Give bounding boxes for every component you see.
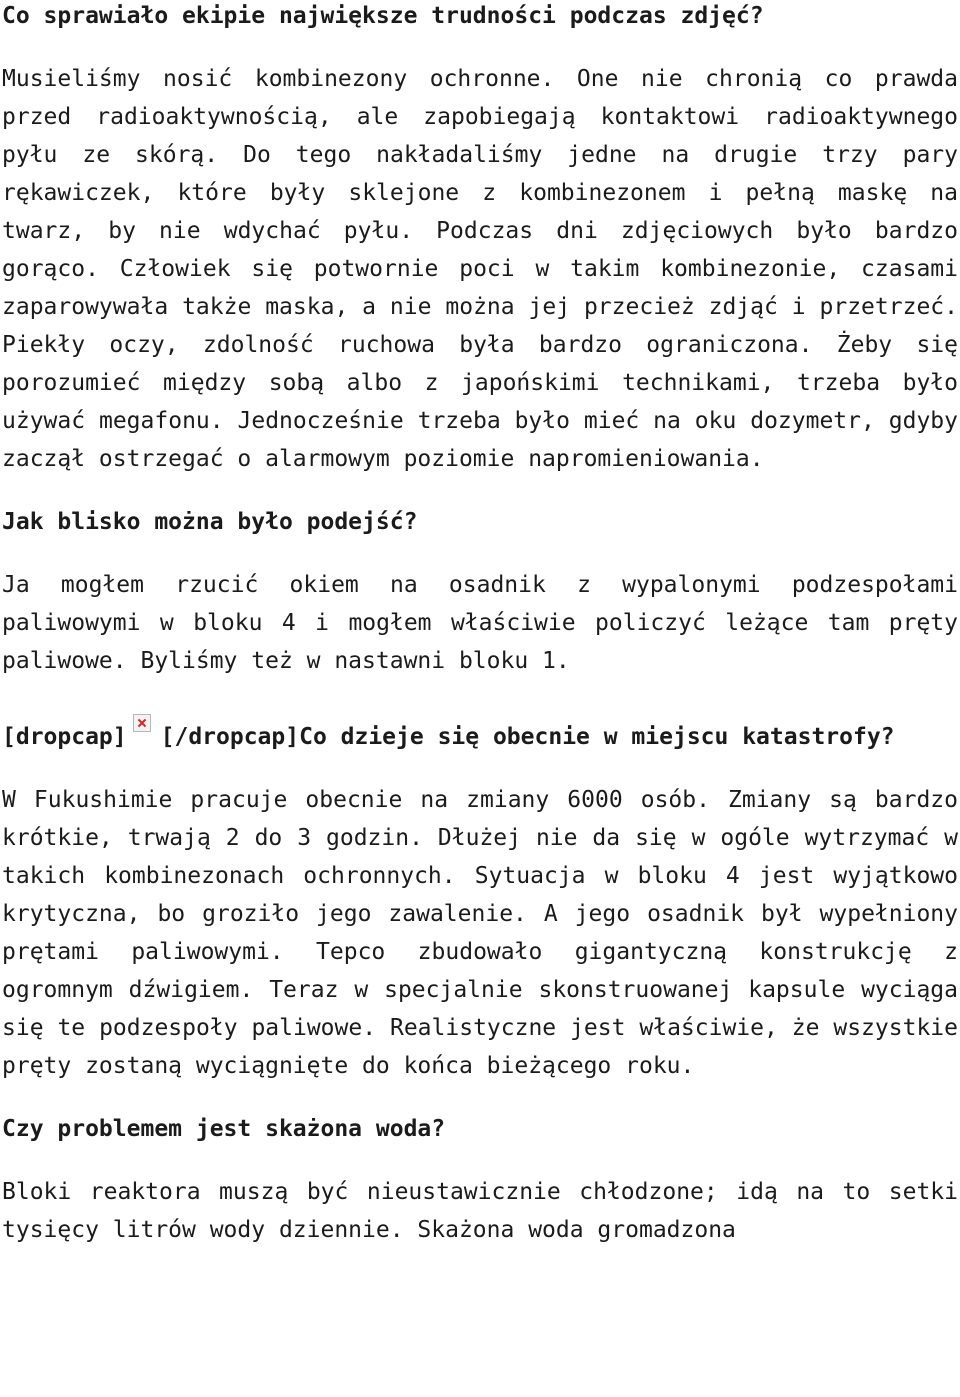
section-heading-difficulties: Co sprawiało ekipie największe trudności podczas zdjęć? bbox=[2, 3, 764, 29]
dropcap-open-tag: [dropcap] bbox=[2, 724, 127, 750]
heading-text: [/dropcap]Co dzieje się obecnie w miejscu katastrofy? bbox=[160, 724, 895, 750]
section-heading-current-situation bbox=[2, 714, 958, 756]
paragraph-how-close: Ja mogłem rzucić okiem na osadnik z wypalonymi podzespołami paliwowymi w bloku 4 i mogłem właściwie policzyć leżące tam pręty paliwowe. Byliśmy też w nastawni bloku 1. bbox=[2, 572, 958, 674]
section-heading-how-close: Jak blisko można było podejść? bbox=[2, 509, 418, 535]
paragraph-contaminated-water: Bloki reaktora muszą być nieustawicznie chłodzone; idą na to setki tysięcy litrów wody dziennie. Skażona woda gromadzona bbox=[2, 1179, 958, 1243]
broken-image-icon bbox=[133, 714, 151, 732]
paragraph-difficulties: Musieliśmy nosić kombinezony ochronne. One nie chronią co prawda przed radioaktywnością, ale zapobiegają kontaktowi radioaktywnego pyłu ze skórą. Do tego nakładaliśmy jedne na drugie trzy pary rękawiczek, które były sklejone z kombinezonem i pełną maskę na twarz, by nie wdychać pyłu. Podczas dni zdjęciowych było bardzo gorąco. Człowiek się potwornie poci w takim kombinezonie, czasami zaparowywała także maska, a nie można jej przecież zdjąć i przetrzeć. Piekły oczy, zdolność ruchowa była bardzo ograniczona. Żeby się porozumieć między sobą albo z japońskimi technikami, trzeba było używać megafonu. Jednocześnie trzeba było mieć na oku dozymetr, gdyby zaczął ostrzegać o alarmowym poziomie napromieniowania. bbox=[2, 66, 958, 472]
paragraph-current-situation: W Fukushimie pracuje obecnie na zmiany 6000 osób. Zmiany są bardzo krótkie, trwają 2 do 3 godzin. Dłużej nie da się w ogóle wytrzymać w takich kombinezonach ochronnych. Sytuacja w bloku 4 jest wyjątkowo krytyczna, bo groziło jego zawalenie. A jego osadnik był wypełniony prętami paliwowymi. Tepco zbudowało gigantyczną konstrukcję z ogromnym dźwigiem. Teraz w specjalnie skonstruowanej kapsule wyciąga się te podzespoły paliwowe. Realistyczne jest właściwie, że wszystkie pręty zostaną wyciągnięte do końca bieżącego roku. bbox=[2, 787, 958, 1079]
section-heading-contaminated-water: Czy problemem jest skażona woda? bbox=[2, 1116, 446, 1142]
